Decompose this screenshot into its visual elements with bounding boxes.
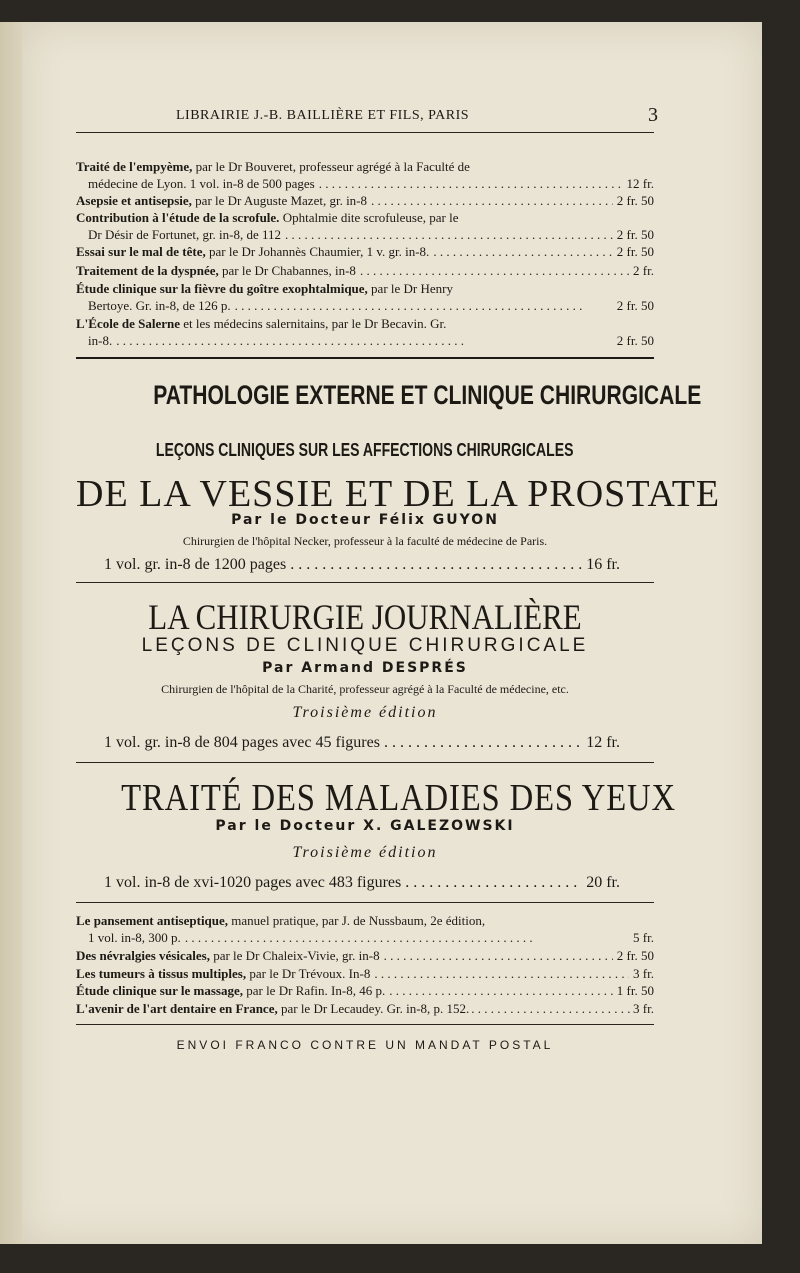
section-rule [76, 762, 654, 763]
section-rule [76, 357, 654, 359]
footer-note: ENVOI FRANCO CONTRE UN MANDAT POSTAL [176, 1038, 554, 1052]
header-rule [76, 132, 654, 133]
footer-rule [76, 1024, 654, 1025]
list-item: Contribution à l'étude de la scrofule. Ophtalmie dite scrofuleuse, par le Dr Désir de Fortunet, gr. in-8, de 112 . . . 2 fr. 50 [76, 209, 654, 243]
list-item: Essai sur le mal de tête, par le Dr Johannès Chaumier, 1 v. gr. in-8. . . . 2 fr. 50 [76, 243, 654, 260]
page-number: 3 [648, 104, 658, 126]
edition-label: Troisième édition [292, 844, 438, 861]
section-rule [76, 582, 654, 583]
list-item: Étude clinique sur le massage, par le Dr Rafin. In-8, 46 p. . . . 1 fr. 50 [76, 982, 654, 999]
author-role: Chirurgien de l'hôpital Necker, professeur à la faculté de médecine de Paris. [182, 534, 548, 548]
list-item: L'École de Salerne et les médecins salernitains, par le Dr Becavin. Gr. in-8. . . . 2 fr. 50 [76, 315, 654, 349]
author-role: Chirurgien de l'hôpital de la Charité, professeur agrégé à la Faculté de médecine, etc. [161, 682, 569, 696]
book-title: DE LA VESSIE ET DE LA PROSTATE [76, 473, 721, 515]
author-line: Par le Docteur Félix GUYON [231, 512, 499, 528]
running-header [76, 102, 658, 128]
book-subtitle: LEÇONS DE CLINIQUE CHIRURGICALE [141, 635, 589, 656]
list-item: Traitement de la dyspnée, par le Dr Chabannes, in-8 . . . 2 fr. [76, 262, 654, 279]
volume-line: 1 vol. in-8 de xvi-1020 pages avec 483 figures . . . 20 fr. [104, 874, 620, 892]
running-title: LIBRAIRIE J.-B. BAILLIÈRE ET FILS, PARIS [176, 108, 470, 123]
volume-line: 1 vol. gr. in-8 de 1200 pages . . . 16 fr. [104, 556, 620, 574]
list-item: Traité de l'empyème, par le Dr Bouveret, professeur agrégé à la Faculté de médecine de Lyon. 1 vol. in-8 de 500 pages . . . 12 fr. [76, 158, 654, 192]
book-title: TRAITÉ DES MALADIES DES YEUX [121, 777, 676, 819]
volume-line: 1 vol. gr. in-8 de 804 pages avec 45 figures . . . 12 fr. [104, 734, 620, 752]
book-title: LA CHIRURGIE JOURNALIÈRE [148, 597, 582, 637]
list-item: Étude clinique sur la fièvre du goître exophtalmique, par le Dr Henry Bertoye. Gr. in-8, de 126 p. . . . 2 fr. 50 [76, 280, 654, 314]
section-rule [76, 902, 654, 903]
edition-label: Troisième édition [292, 704, 438, 721]
section-subtitle: LEÇONS CLINIQUES SUR LES AFFECTIONS CHIRURGICALES [156, 440, 574, 460]
list-item: L'avenir de l'art dentaire en France, par le Dr Lecaudey. Gr. in-8, p. 152. . . . 3 fr. [76, 1000, 654, 1017]
author-line: Par le Docteur X. GALEZOWSKI [215, 818, 515, 834]
author-line: Par Armand DESPRÉS [262, 660, 468, 676]
list-item: Le pansement antiseptique, manuel pratique, par J. de Nussbaum, 2e édition, 1 vol. in-8, 300 p. . . . 5 fr. [76, 912, 654, 946]
section-title: PATHOLOGIE EXTERNE ET CLINIQUE CHIRURGICALE [153, 380, 702, 410]
list-item: Les tumeurs à tissus multiples, par le Dr Trévoux. In-8 . . . 3 fr. [76, 965, 654, 982]
list-item: Des névralgies vésicales, par le Dr Chaleix-Vivie, gr. in-8 . . . 2 fr. 50 [76, 947, 654, 964]
list-item: Asepsie et antisepsie, par le Dr Auguste Mazet, gr. in-8 . . . 2 fr. 50 [76, 192, 654, 209]
